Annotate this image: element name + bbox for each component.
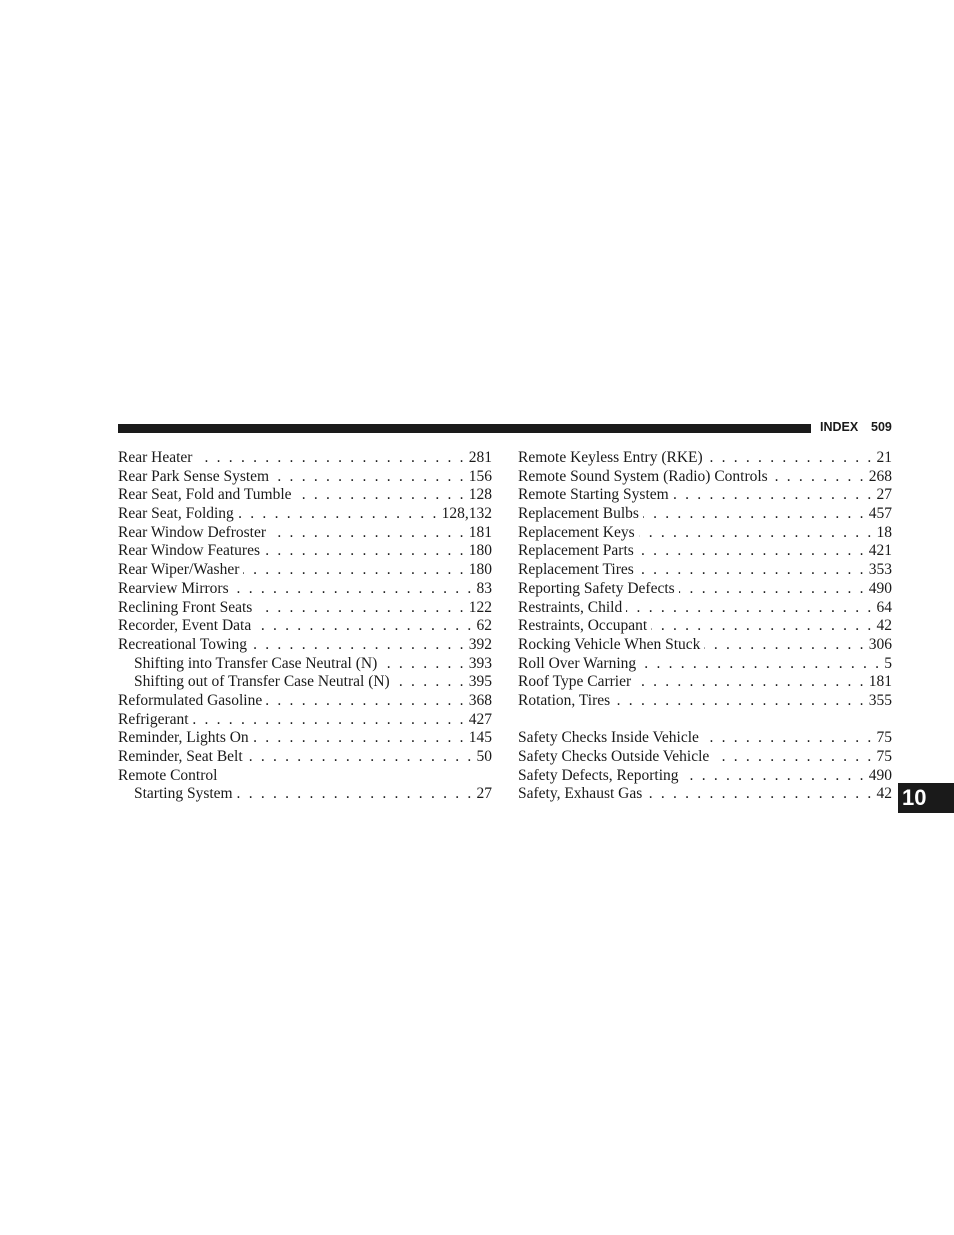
index-page-ref: 128,132	[441, 505, 492, 523]
index-page-ref: 64	[876, 598, 892, 616]
dot-leader	[273, 468, 469, 487]
dot-leader	[237, 785, 477, 804]
dot-leader	[394, 673, 469, 692]
index-page-ref: 457	[868, 505, 892, 523]
dot-leader	[643, 505, 869, 524]
index-term: Recreational Towing	[118, 635, 248, 653]
index-term: Starting System	[134, 785, 233, 803]
index-page-ref: 392	[468, 635, 492, 653]
dot-leader	[251, 636, 469, 655]
index-column-right	[518, 449, 892, 804]
index-entry	[518, 580, 892, 599]
index-term: Refrigerant	[118, 710, 189, 728]
index-entry	[518, 636, 892, 655]
index-term: Reminder, Lights On	[118, 729, 249, 747]
chapter-tab: 10	[898, 783, 954, 813]
index-page-ref: 353	[868, 561, 892, 579]
index-term: Roof Type Carrier	[518, 673, 632, 691]
dot-leader	[683, 767, 869, 786]
header-rule	[118, 424, 811, 433]
index-term: Restraints, Child	[518, 598, 623, 616]
index-page-ref: 42	[876, 617, 892, 635]
index-term: Replacement Bulbs	[518, 505, 639, 523]
index-entry	[118, 468, 492, 487]
dot-leader	[639, 524, 877, 543]
index-term: Safety Defects, Reporting	[518, 766, 679, 784]
index-entry	[118, 636, 492, 655]
page-number: 509	[871, 420, 892, 434]
index-page-ref: 181	[868, 673, 892, 691]
dot-leader	[253, 729, 469, 748]
dot-leader	[713, 748, 876, 767]
index-term: Rear Seat, Folding	[118, 505, 234, 523]
index-entry	[518, 449, 892, 468]
dot-leader	[640, 655, 884, 674]
index-entry	[118, 486, 492, 505]
index-page-ref: 27	[476, 785, 492, 803]
index-entry	[118, 692, 492, 711]
index-page-ref: 427	[468, 710, 492, 728]
index-page-ref: 18	[876, 523, 892, 541]
index-subentry	[118, 785, 492, 804]
index-term: Replacement Keys	[518, 523, 635, 541]
dot-leader	[193, 711, 469, 730]
index-entry	[118, 767, 492, 786]
index-entry	[518, 655, 892, 674]
dot-leader	[638, 561, 869, 580]
dot-leader	[243, 561, 468, 580]
index-page-ref: 156	[468, 467, 492, 485]
dot-leader	[233, 580, 477, 599]
index-page-ref: 27	[876, 486, 892, 504]
dot-leader	[646, 785, 876, 804]
dot-leader	[703, 729, 877, 748]
index-page-ref: 145	[468, 729, 492, 747]
dot-leader	[264, 542, 469, 561]
index-page-ref: 62	[476, 617, 492, 635]
index-term: Replacement Tires	[518, 561, 634, 579]
index-page-ref: 421	[868, 542, 892, 560]
index-page-ref: 75	[876, 729, 892, 747]
index-page-ref: 75	[876, 748, 892, 765]
index-term: Rear Window Defroster	[118, 523, 267, 541]
index-entry	[518, 729, 892, 748]
dot-leader	[238, 505, 442, 524]
index-page-ref: 490	[868, 766, 892, 784]
index-term: Recorder, Event Data	[118, 617, 252, 635]
index-page-ref: 83	[476, 579, 492, 597]
index-page-ref: 42	[876, 785, 892, 803]
index-entry	[118, 561, 492, 580]
index-term: Rear Window Features	[118, 542, 260, 560]
index-page-ref: 393	[468, 654, 492, 672]
dot-leader	[772, 468, 869, 487]
index-entry	[118, 449, 492, 468]
index-entry	[518, 486, 892, 505]
dot-leader	[638, 542, 869, 561]
index-term: Reporting Safety Defects	[518, 579, 675, 597]
dot-leader	[256, 599, 468, 618]
index-term: Rear Heater	[118, 449, 193, 466]
index-page-ref: 180	[468, 561, 492, 579]
index-entry	[518, 524, 892, 543]
index-entry	[518, 542, 892, 561]
index-term: Roll Over Warning	[518, 654, 637, 672]
index-entry	[118, 617, 492, 636]
dot-leader	[651, 617, 876, 636]
section-title: INDEX	[820, 420, 859, 434]
dot-leader	[255, 617, 476, 636]
dot-leader	[266, 692, 469, 711]
index-page-ref: 355	[868, 691, 892, 709]
blank-row	[518, 711, 892, 730]
index-term: Shifting into Transfer Case Neutral (N)	[134, 654, 378, 672]
dot-leader	[626, 599, 876, 618]
index-entry	[518, 785, 892, 804]
index-term: Remote Sound System (Radio) Controls	[518, 467, 768, 485]
dot-leader	[381, 655, 469, 674]
index-term: Remote Starting System	[518, 486, 669, 504]
index-term: Rear Seat, Fold and Tumble	[118, 486, 292, 504]
index-term: Remote Keyless Entry (RKE)	[518, 449, 703, 466]
dot-leader	[196, 449, 468, 468]
index-term: Reminder, Seat Belt	[118, 748, 243, 765]
index-entry	[518, 561, 892, 580]
index-page-ref: 128	[468, 486, 492, 504]
index-term: Shifting out of Transfer Case Neutral (N)	[134, 673, 390, 691]
index-page-ref: 368	[468, 691, 492, 709]
index-entry	[518, 505, 892, 524]
dot-leader	[614, 692, 869, 711]
index-term: Remote Control	[118, 766, 218, 784]
dot-leader	[679, 580, 869, 599]
index-page-ref: 306	[868, 635, 892, 653]
index-entry	[518, 468, 892, 487]
dot-leader	[635, 673, 869, 692]
index-column-left	[118, 449, 492, 804]
index-term: Reclining Front Seats	[118, 598, 253, 616]
index-entry	[118, 729, 492, 748]
dot-leader	[270, 524, 469, 543]
index-term: Restraints, Occupant	[518, 617, 648, 635]
index-subentry	[118, 673, 492, 692]
dot-leader	[673, 486, 877, 505]
index-subentry	[118, 655, 492, 674]
index-entry	[518, 617, 892, 636]
dot-leader	[247, 748, 477, 767]
index-term: Rear Wiper/Washer	[118, 561, 240, 579]
index-term: Rear Park Sense System	[118, 467, 270, 485]
index-entry	[118, 711, 492, 730]
index-entry	[518, 599, 892, 618]
index-entry	[118, 748, 492, 767]
index-entry	[518, 748, 892, 767]
index-entry	[518, 673, 892, 692]
index-entry	[118, 542, 492, 561]
index-entry	[118, 599, 492, 618]
index-page-ref: 395	[468, 673, 492, 691]
index-entry	[518, 767, 892, 786]
index-term: Replacement Parts	[518, 542, 634, 560]
index-term: Safety Checks Outside Vehicle	[518, 748, 710, 765]
index-page-ref: 5	[884, 654, 892, 672]
index-term: Rotation, Tires	[518, 691, 611, 709]
index-term: Safety Checks Inside Vehicle	[518, 729, 699, 747]
index-page-ref: 490	[868, 579, 892, 597]
index-page-ref: 180	[468, 542, 492, 560]
dot-leader	[707, 449, 877, 468]
index-entry	[118, 505, 492, 524]
index-term: Rearview Mirrors	[118, 579, 229, 597]
index-entry	[118, 524, 492, 543]
index-term: Rocking Vehicle When Stuck	[518, 635, 701, 653]
index-term: Safety, Exhaust Gas	[518, 785, 643, 803]
index-entry	[518, 692, 892, 711]
index-page-ref: 181	[468, 523, 492, 541]
index-term: Reformulated Gasoline	[118, 691, 263, 709]
index-entry	[118, 580, 492, 599]
index-page-ref: 281	[468, 449, 492, 466]
index-page-ref: 122	[468, 598, 492, 616]
dot-leader	[296, 486, 469, 505]
dot-leader	[704, 636, 868, 655]
index-page-ref: 268	[868, 467, 892, 485]
index-page-ref: 21	[876, 449, 892, 466]
index-page-ref: 50	[476, 748, 492, 765]
